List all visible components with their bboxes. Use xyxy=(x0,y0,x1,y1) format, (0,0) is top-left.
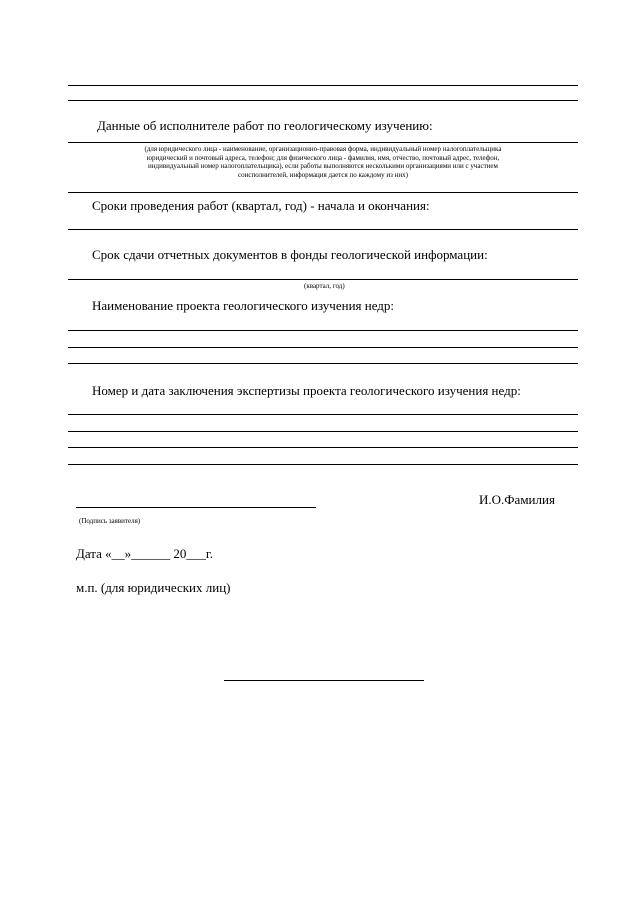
executor-note-line: индивидуальный номер налогоплательщика), если работы выполняются несколькими организациями или с участием xyxy=(148,162,498,170)
executor-divider-line xyxy=(68,192,578,193)
signature-caption: (Подпись заявителя) xyxy=(79,517,141,525)
blank-line-top-2 xyxy=(68,100,578,101)
executor-note-line: юридический и почтовый адреса, телефон; для физического лица - фамилия, имя, отчество, почтовый адрес, телефон, xyxy=(146,153,500,162)
reports-deadline-heading: Срок сдачи отчетных документов в фонды геологической информации: xyxy=(92,247,488,262)
project-name-field-line-3[interactable] xyxy=(68,363,578,364)
stamp-note: м.п. (для юридических лиц) xyxy=(76,580,231,595)
expertise-field-line-1[interactable] xyxy=(68,414,578,415)
work-period-field-line[interactable] xyxy=(68,229,578,230)
expertise-field-line-4[interactable] xyxy=(68,464,578,465)
executor-heading: Данные об исполнителе работ по геологическому изучению: xyxy=(97,118,433,133)
blank-line-top-1 xyxy=(68,85,578,86)
project-name-heading: Наименование проекта геологического изучения недр: xyxy=(92,298,395,313)
executor-note-line: соисполнителей, информация дается по каждому из них) xyxy=(238,170,408,179)
date-line: Дата «__»______ 20___г. xyxy=(76,546,214,561)
expertise-field-line-3[interactable] xyxy=(68,447,578,448)
project-name-field-line-1[interactable] xyxy=(68,330,578,331)
reports-deadline-field-line[interactable] xyxy=(68,279,578,280)
signatory-name: И.О.Фамилия xyxy=(479,492,555,507)
project-name-field-line-2[interactable] xyxy=(68,347,578,348)
executor-note-line: (для юридического лица - наименование, организационно-правовая форма, индивидуальный номер налогоплательщика xyxy=(144,145,502,153)
reports-deadline-hint: (квартал, год) xyxy=(304,282,345,290)
bottom-line xyxy=(224,680,424,681)
work-period-heading: Сроки проведения работ (квартал, год) - начала и окончания: xyxy=(92,198,430,213)
executor-note xyxy=(68,145,578,179)
signature-line[interactable] xyxy=(76,507,316,508)
expertise-heading: Номер и дата заключения экспертизы проекта геологического изучения недр: xyxy=(92,383,521,398)
expertise-field-line-2[interactable] xyxy=(68,431,578,432)
executor-field-line[interactable] xyxy=(68,142,578,143)
